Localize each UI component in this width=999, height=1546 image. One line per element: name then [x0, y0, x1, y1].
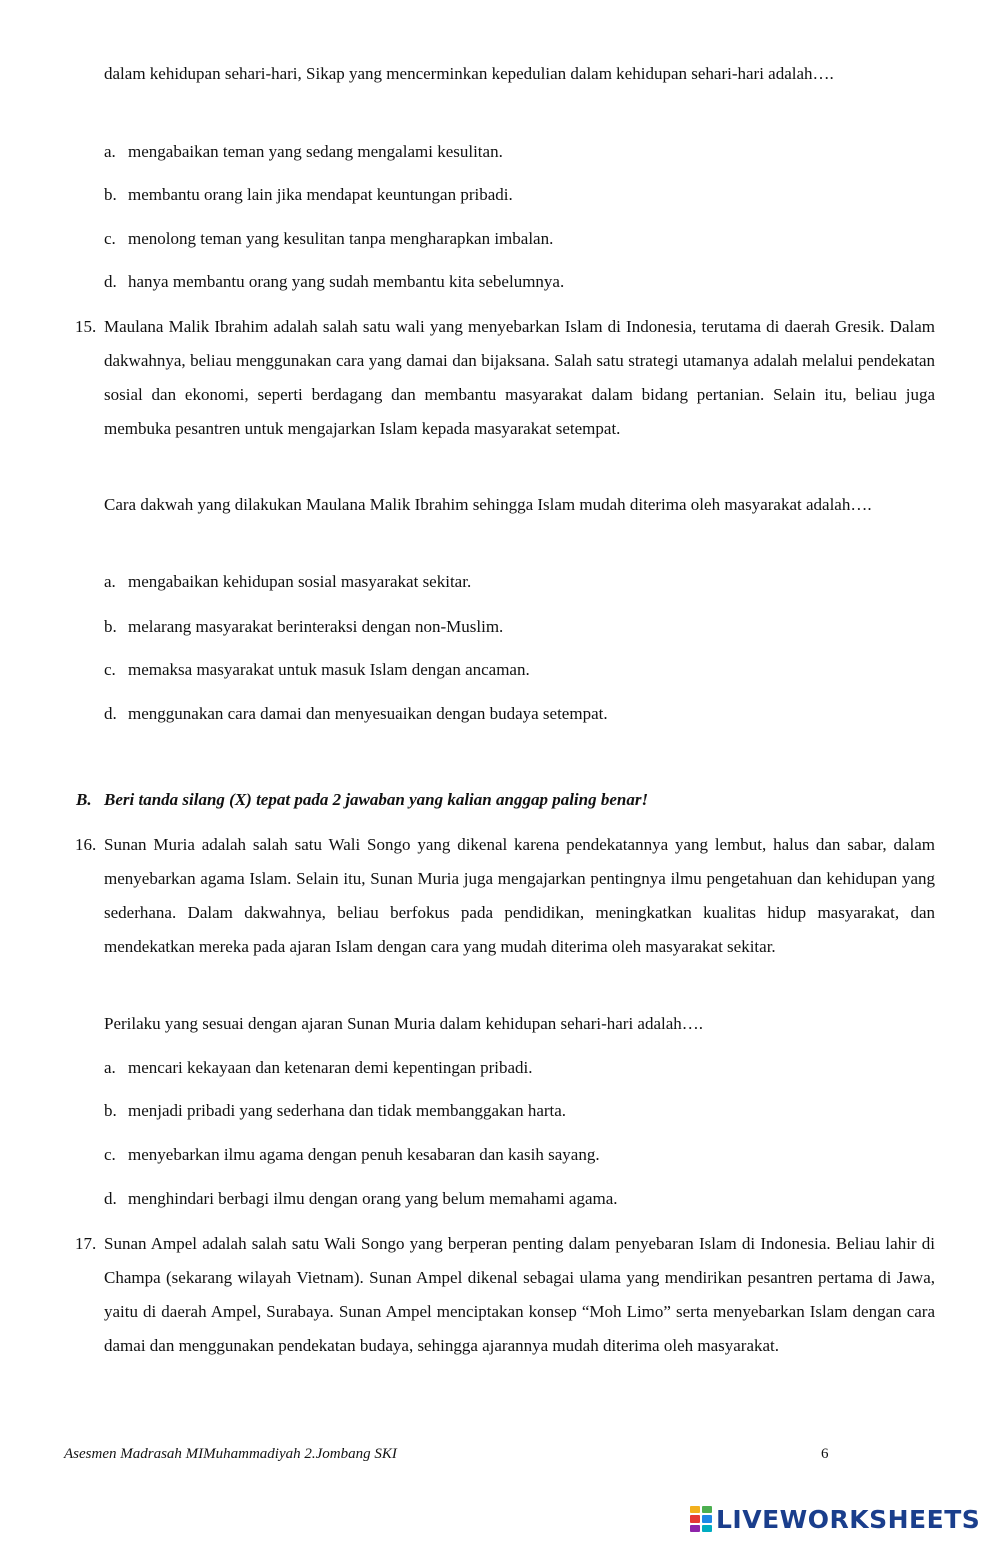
- option-letter: b.: [104, 1101, 117, 1120]
- liveworksheets-logo-icon: [690, 1506, 712, 1532]
- page-footer: Asesmen Madrasah MIMuhammadiyah 2.Jombang SKI: [64, 1446, 397, 1462]
- q15-passage: Maulana Malik Ibrahim adalah salah satu wali yang menyebarkan Islam di Indonesia, terutama di daerah Gresik. Dalam dakwahnya, beliau menggunakan cara yang damai dan bijaksana. Salah satu strategi utamanya adalah melalui pendekatan sosial dan ekonomi, seperti berdagang dan membantu masyarakat dalam bidang pertanian. Selain itu, beliau juga membuka pesantren untuk mengajarkan Islam kepada masyarakat setempat.: [104, 317, 935, 438]
- option-letter: a.: [104, 572, 116, 591]
- brand-wordmark: LIVEWORKSHEETS: [716, 1504, 981, 1534]
- q16-option-a[interactable]: [104, 1056, 533, 1080]
- option-letter: c.: [104, 1145, 116, 1164]
- q15-question: Cara dakwah yang dilakukan Maulana Malik Ibrahim sehingga Islam mudah diterima oleh masyarakat adalah….: [104, 495, 872, 514]
- option-text: membantu orang lain jika mendapat keuntungan pribadi.: [128, 185, 513, 204]
- q16-option-c[interactable]: [104, 1143, 600, 1167]
- q15-option-b[interactable]: [104, 615, 503, 639]
- q16-number: 16.: [75, 835, 97, 854]
- option-letter: b.: [104, 185, 117, 204]
- q15-passage-block: [75, 310, 935, 446]
- q16-option-d[interactable]: [104, 1187, 618, 1211]
- q15-option-c[interactable]: [104, 658, 530, 682]
- q16-passage-block: [75, 828, 935, 964]
- q15-number: 15.: [75, 317, 97, 336]
- option-text: mencari kekayaan dan ketenaran demi kepentingan pribadi.: [128, 1058, 533, 1077]
- section-instruction: Beri tanda silang (X) tepat pada 2 jawaban yang kalian anggap paling benar!: [104, 790, 649, 809]
- option-letter: d.: [104, 272, 117, 291]
- liveworksheets-brand[interactable]: [690, 1503, 980, 1535]
- option-text: menolong teman yang kesulitan tanpa mengharapkan imbalan.: [128, 229, 554, 248]
- option-letter: b.: [104, 617, 117, 636]
- q17-passage-block: [75, 1227, 935, 1363]
- option-letter: a.: [104, 142, 116, 161]
- q17-passage: Sunan Ampel adalah salah satu Wali Songo yang berperan penting dalam penyebaran Islam di Indonesia. Beliau lahir di Champa (sekarang wilayah Vietnam). Sunan Ampel dikenal sebagai ulama yang mendirikan pesantren pertama di Jawa, yaitu di daerah Ampel, Surabaya. Sunan Ampel menciptakan konsep “Moh Limo” serta menyebarkan Islam dengan cara damai dan menggunakan pendekatan budaya, sehingga ajarannya mudah diterima oleh masyarakat.: [104, 1234, 935, 1355]
- option-text: mengabaikan kehidupan sosial masyarakat sekitar.: [128, 572, 472, 591]
- option-text: melarang masyarakat berinteraksi dengan non-Muslim.: [128, 617, 504, 636]
- q14-option-d[interactable]: [104, 270, 564, 294]
- section-b-heading: [76, 790, 648, 810]
- option-text: hanya membantu orang yang sudah membantu kita sebelumnya.: [128, 272, 565, 291]
- q14-option-a[interactable]: [104, 140, 503, 164]
- q16-passage: Sunan Muria adalah salah satu Wali Songo yang dikenal karena pendekatannya yang lembut, halus dan sabar, dalam menyebarkan agama Islam. Selain itu, Sunan Muria juga mengajarkan pentingnya ilmu pengetahuan dan kehidupan yang sederhana. Dalam dakwahnya, beliau berfokus pada pendidikan, meningkatkan kualitas hidup masyarakat, dan mendekatkan mereka pada ajaran Islam dengan cara yang mudah diterima oleh masyarakat sekitar.: [104, 835, 935, 956]
- q16-option-b[interactable]: [104, 1099, 566, 1123]
- q15-option-d[interactable]: [104, 702, 608, 726]
- q14-option-c[interactable]: [104, 227, 553, 251]
- q16-question: Perilaku yang sesuai dengan ajaran Sunan Muria dalam kehidupan sehari-hari adalah….: [104, 1014, 704, 1033]
- q14-stem: dalam kehidupan sehari-hari, Sikap yang mencerminkan kepedulian dalam kehidupan sehari-hari adalah….: [104, 64, 834, 83]
- option-text: menghindari berbagi ilmu dengan orang yang belum memahami agama.: [128, 1189, 618, 1208]
- option-text: mengabaikan teman yang sedang mengalami kesulitan.: [128, 142, 503, 161]
- option-letter: c.: [104, 660, 116, 679]
- option-letter: c.: [104, 229, 116, 248]
- option-text: menggunakan cara damai dan menyesuaikan dengan budaya setempat.: [128, 704, 608, 723]
- option-text: memaksa masyarakat untuk masuk Islam dengan ancaman.: [128, 660, 530, 679]
- page-number: 6: [821, 1446, 829, 1462]
- option-letter: d.: [104, 704, 117, 723]
- option-letter: d.: [104, 1189, 117, 1208]
- option-text: menjadi pribadi yang sederhana dan tidak membanggakan harta.: [128, 1101, 567, 1120]
- option-text: menyebarkan ilmu agama dengan penuh kesabaran dan kasih sayang.: [128, 1145, 600, 1164]
- q17-number: 17.: [75, 1234, 97, 1253]
- section-letter: B.: [76, 790, 92, 809]
- q15-option-a[interactable]: [104, 570, 471, 594]
- q14-option-b[interactable]: [104, 183, 513, 207]
- option-letter: a.: [104, 1058, 116, 1077]
